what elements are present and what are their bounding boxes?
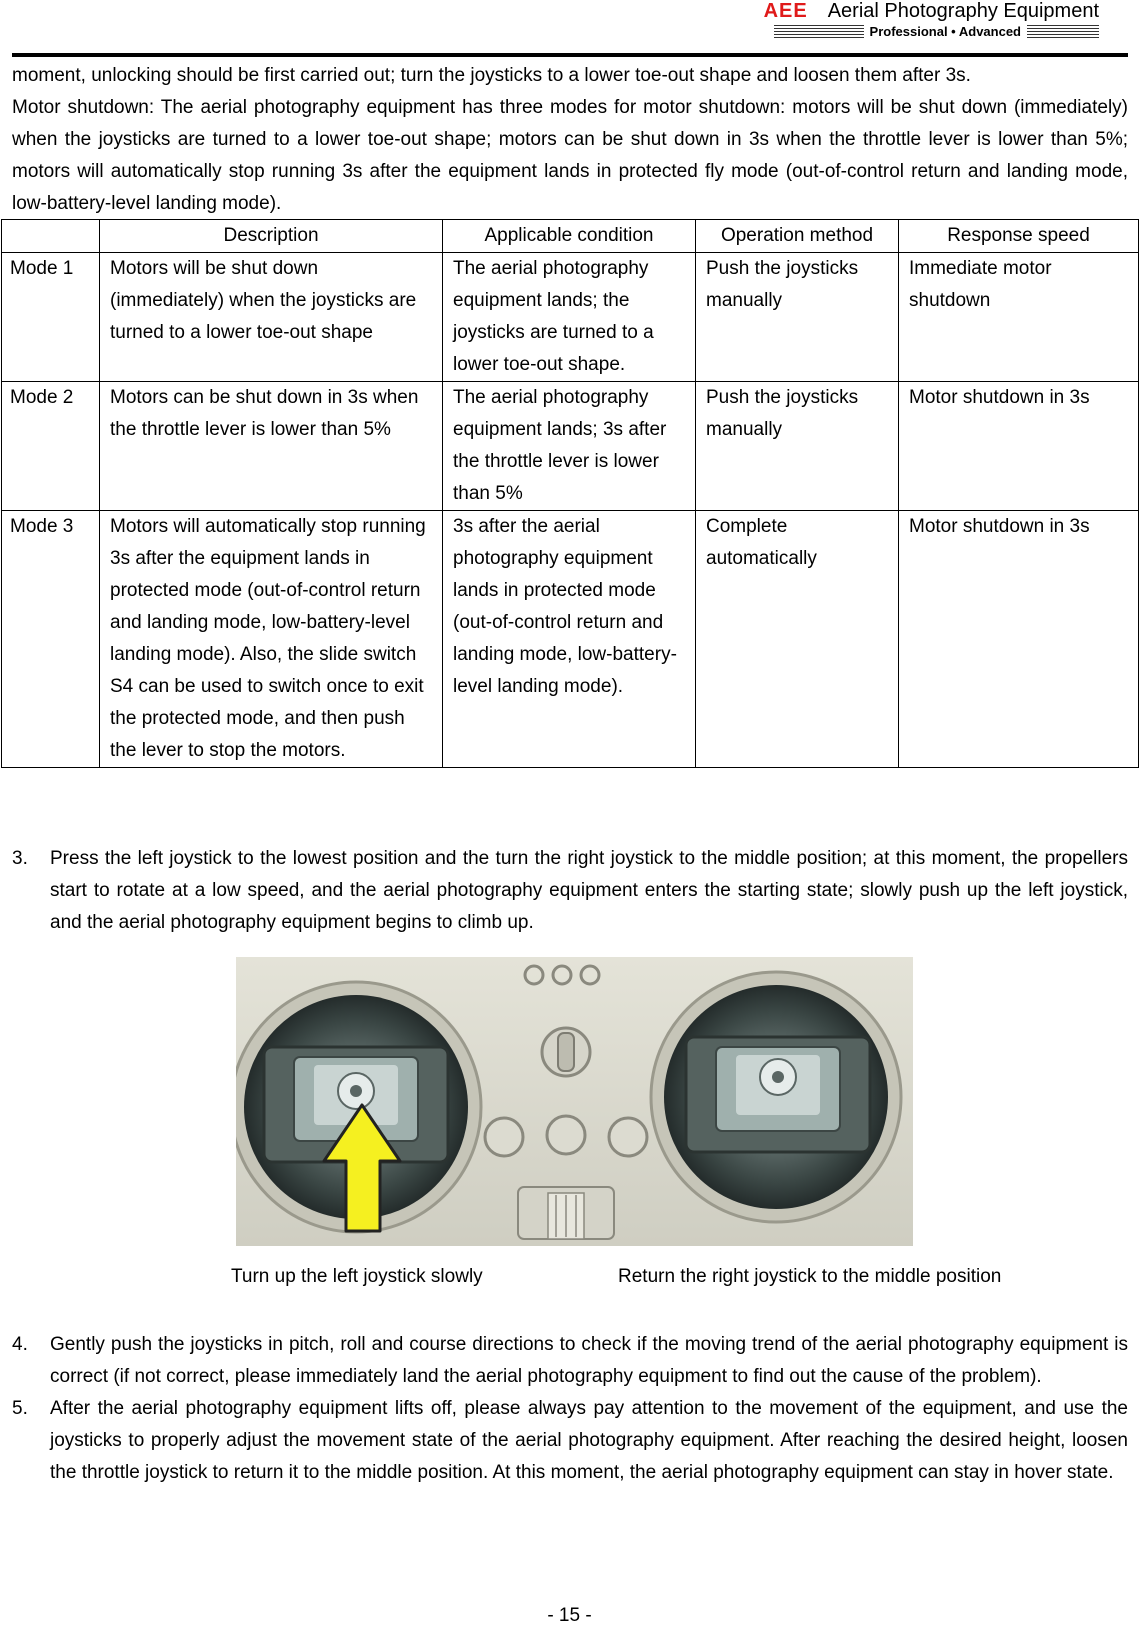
table-header-description: Description [100,220,443,253]
brand-logo-text: AEE [763,0,808,22]
intro-motor-shutdown-paragraph: Motor shutdown: The aerial photography equipment has three modes for motor shutdown: motors will be shut down (immediately) when the joysticks are turned to a lower toe-out shape; motors can be shut down in 3s when the throttle lever is lower than 5%; motors will automatically stop running 3s after the equipment lands in protected fly mode (out-of-control return and landing mode, low-battery-level landing mode). [12,97,1128,214]
table-row [2,511,1139,768]
mode-response: Motor shutdown in 3s [899,511,1139,768]
mode-label: Mode 1 [2,253,100,382]
step-number: 4. [12,1334,28,1355]
mode-label: Mode 2 [2,382,100,511]
page-header [764,0,1099,39]
step-text: Gently push the joysticks in pitch, roll and course directions to check if the moving trend of the aerial photography equipment is correct (if not correct, please immediately land the aerial photography equipment to find out the cause of the problem). [50,1334,1128,1387]
list-item [12,1393,1128,1489]
slide-switch [518,1187,614,1239]
steps-list-lower [12,1329,1128,1489]
header-decoration-right [1027,25,1099,39]
step-text: Press the left joystick to the lowest position and the turn the right joystick to the middle position; at this moment, the propellers start to rotate at a low speed, and the aerial photography equipment enters the starting state; slowly push up the left joystick, and the aerial photography equipment begins to climb up. [50,848,1128,933]
mode-condition: 3s after the aerial photography equipment lands in protected mode (out-of-control return and landing mode, low-battery-level landing mode). [443,511,696,768]
header-divider [12,53,1128,57]
page-number: - 15 - [547,1605,592,1626]
mode-operation: Push the joysticks manually [696,253,899,382]
header-tagline: Professional • Advanced [869,24,1021,39]
center-dial-knob [542,1028,590,1076]
mode-description: Motors can be shut down in 3s when the throttle lever is lower than 5% [100,382,443,511]
figure-caption-right: Return the right joystick to the middle position [618,1266,1002,1287]
mode-description: Motors will be shut down (immediately) when the joysticks are turned to a lower toe-out shape [100,253,443,382]
list-item [12,843,1128,939]
mode-response: Immediate motor shutdown [899,253,1139,382]
table-header-row [2,220,1139,253]
table-header-blank [2,220,100,253]
mode-operation: Complete automatically [696,511,899,768]
step-number: 5. [12,1398,28,1419]
mode-label: Mode 3 [2,511,100,768]
header-decoration-left [774,25,864,39]
header-tagline-line [764,24,1099,39]
step-text: After the aerial photography equipment lifts off, please always pay attention to the movement of the equipment, and use the joysticks to properly adjust the movement state of the aerial photography equipment. After reaching the desired height, loosen the throttle joystick to return it to the middle position. At this moment, the aerial photography equipment can stay in hover state. [50,1398,1128,1483]
table-row [2,253,1139,382]
function-buttons [485,1116,647,1156]
table-header-condition: Applicable condition [443,220,696,253]
mode-description: Motors will automatically stop running 3s after the equipment lands in protected mode (out-of-control return and landing mode, low-battery-level landing mode). Also, the slide switch S4 can be used to switch once to exit the protected mode, and then push the lever to stop the motors. [100,511,443,768]
table-header-response: Response speed [899,220,1139,253]
motor-shutdown-modes-table [1,219,1139,768]
mode-condition: The aerial photography equipment lands; the joysticks are turned to a lower toe-out shape. [443,253,696,382]
mode-condition: The aerial photography equipment lands; 3s after the throttle lever is lower than 5% [443,382,696,511]
remote-controller-illustration [236,957,913,1246]
steps-list-upper [12,843,1128,939]
table-row [2,382,1139,511]
mode-operation: Push the joysticks manually [696,382,899,511]
header-title: Aerial Photography Equipment [827,0,1099,22]
intro-text [12,60,1128,220]
right-joystick [651,972,901,1222]
header-title-line [764,0,1099,22]
mode-response: Motor shutdown in 3s [899,382,1139,511]
figure-caption-left: Turn up the left joystick slowly [231,1266,483,1287]
table-header-operation: Operation method [696,220,899,253]
list-item [12,1329,1128,1393]
intro-line-continuation: moment, unlocking should be first carried out; turn the joysticks to a lower toe-out shape and loosen them after 3s. [12,65,971,86]
step-number: 3. [12,848,28,869]
